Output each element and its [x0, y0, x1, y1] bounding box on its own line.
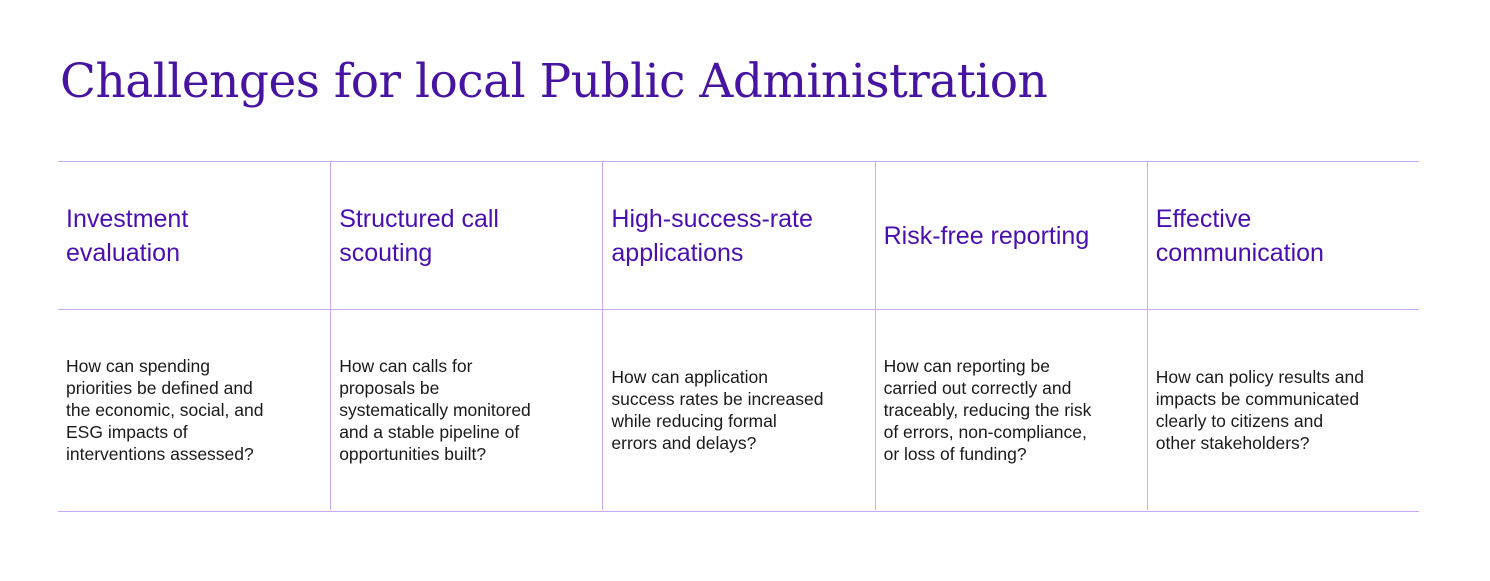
column-heading-high-success-rate-applications: High-success-rate applications	[602, 162, 874, 310]
challenges-table	[58, 161, 1419, 512]
column-heading-risk-free-reporting: Risk-free reporting	[875, 162, 1147, 310]
question-structured-call-scouting: How can calls for proposals be systematically monitored and a stable pipeline of opportunities built?	[330, 310, 602, 510]
page-title: Challenges for local Public Administration	[60, 54, 1048, 109]
question-risk-free-reporting: How can reporting be carried out correctly and traceably, reducing the risk of errors, non-compliance, or loss of funding?	[875, 310, 1147, 510]
column-heading-effective-communication: Effective communication	[1147, 162, 1419, 310]
column-heading-structured-call-scouting: Structured call scouting	[330, 162, 602, 310]
question-effective-communication: How can policy results and impacts be communicated clearly to citizens and other stakeholders?	[1147, 310, 1419, 510]
question-investment-evaluation: How can spending priorities be defined and the economic, social, and ESG impacts of interventions assessed?	[66, 356, 264, 464]
column-heading-investment-evaluation: Investment evaluation	[58, 162, 330, 310]
question-high-success-rate-applications: How can application success rates be increased while reducing formal errors and delays?	[602, 310, 874, 510]
